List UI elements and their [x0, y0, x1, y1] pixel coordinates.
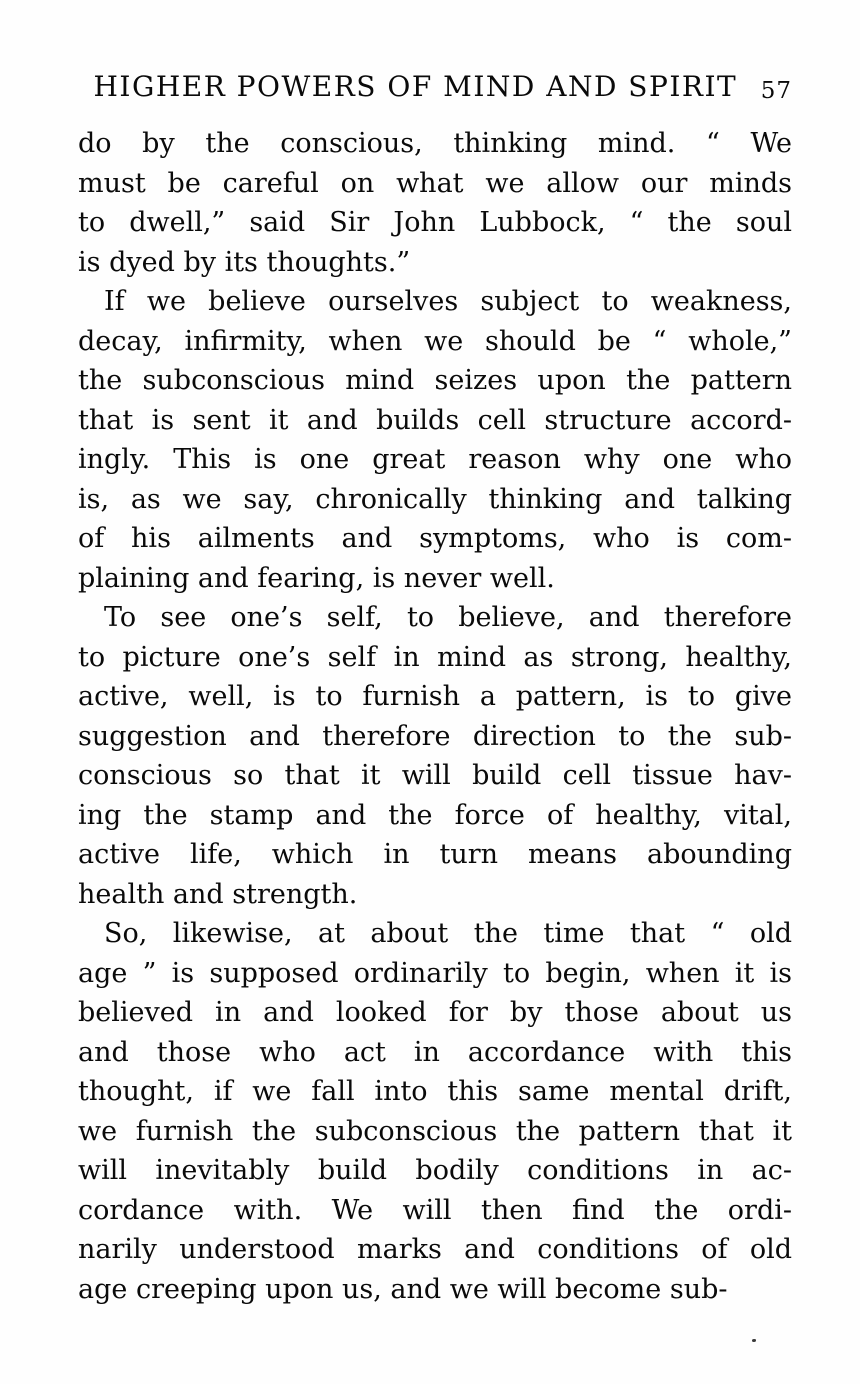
text-line: to picture one’s self in mind as strong, healthy,: [78, 641, 792, 673]
text-line: believed in and looked for by those about us: [78, 997, 792, 1028]
text-line: ing the stamp and the force of healthy, vital,: [78, 799, 792, 831]
text-line: So, likewise, at about the time that “ old: [104, 918, 792, 949]
paragraph: [78, 124, 792, 282]
text-line: is, as we say, chronically thinking and talking: [78, 483, 792, 515]
text-line: To see one’s self, to believe, and therefore: [104, 602, 792, 633]
text-line: suggestion and therefore direction to the sub-: [78, 720, 792, 752]
text-line: and those who act in accordance with this: [78, 1036, 792, 1068]
text-line: that is sent it and builds cell structure accord-: [78, 404, 792, 436]
text-line: narily understood marks and conditions of old: [78, 1234, 792, 1265]
text-line: thought, if we fall into this same mental drift,: [78, 1076, 792, 1107]
text-line: will inevitably build bodily conditions in ac-: [78, 1155, 792, 1186]
text-line: do by the conscious, thinking mind. “ We: [78, 128, 792, 159]
text-line: we furnish the subconscious the pattern that it: [78, 1115, 792, 1147]
text-line: active, well, is to furnish a pattern, is to give: [78, 681, 792, 712]
text-line: is dyed by its thoughts.”: [78, 246, 411, 278]
text-line: ingly. This is one great reason why one who: [78, 444, 792, 475]
running-title: HIGHER POWERS OF MIND AND SPIRIT: [93, 70, 738, 103]
scan-artifact-dot: [752, 1339, 756, 1342]
body-text: [78, 124, 792, 1309]
text-line: plaining and fearing, is never well.: [78, 562, 555, 594]
paragraph: [78, 914, 792, 1309]
text-line: must be careful on what we allow our minds: [78, 167, 792, 199]
text-line: If we believe ourselves subject to weakness,: [104, 286, 792, 317]
text-line: of his ailments and symptoms, who is com-: [78, 523, 792, 554]
text-line: age creeping upon us, and we will become sub-: [78, 1273, 728, 1305]
page-number: 57: [760, 78, 792, 104]
text-line: age ” is supposed ordinarily to begin, when it is: [78, 957, 792, 989]
text-line: active life, which in turn means abounding: [78, 839, 792, 870]
text-line: health and strength.: [78, 878, 358, 910]
running-header: [78, 70, 792, 103]
paragraph: [78, 282, 792, 598]
text-line: cordance with. We will then find the ordi-: [78, 1194, 792, 1226]
text-line: the subconscious mind seizes upon the pattern: [78, 365, 792, 396]
text-line: decay, infirmity, when we should be “ whole,”: [78, 325, 792, 357]
paragraph: [78, 598, 792, 914]
text-line: to dwell,” said Sir John Lubbock, “ the soul: [78, 207, 792, 238]
text-line: conscious so that it will build cell tissue hav-: [78, 760, 792, 791]
